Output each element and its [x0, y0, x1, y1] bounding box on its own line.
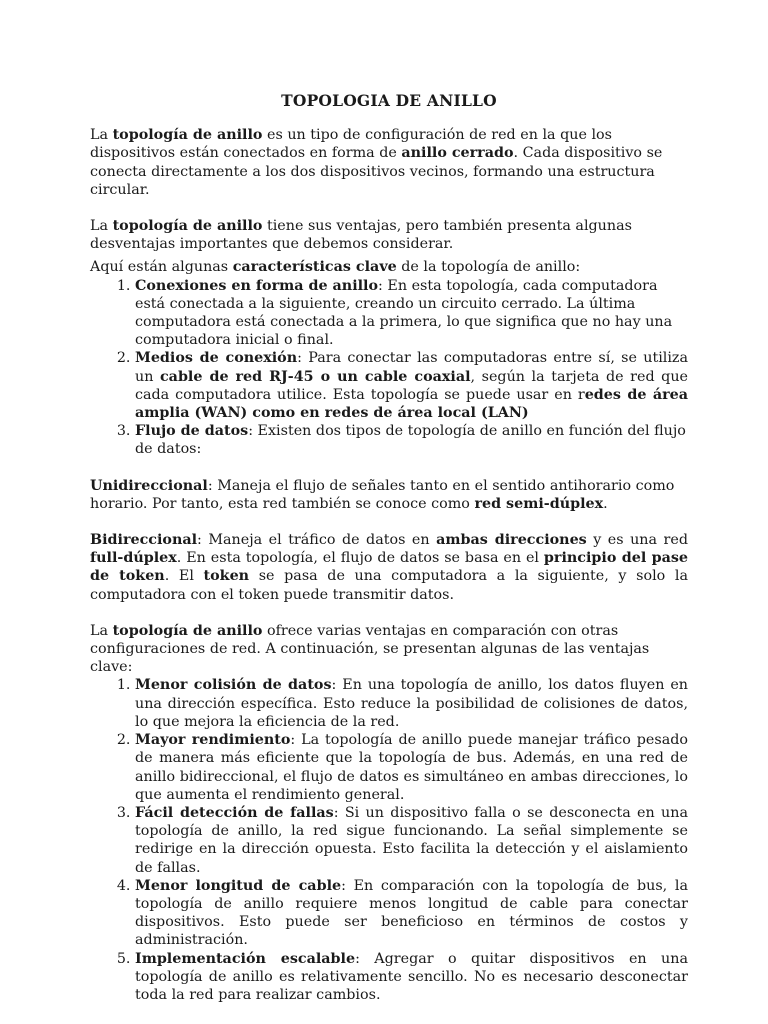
pros-cons-paragraph: La topología de anillo tiene sus ventajas, pero también presenta algunas desventajas importantes que debemos considerar.: [90, 218, 632, 253]
list-item: 2. Mayor rendimiento: La topología de anillo puede manejar tráfico pesado de manera más eficiente que la topología de bus. Además, en una red de anillo bidireccional, el flujo de datos es simultáneo en ambas direcciones, lo que aumenta el rendimiento general.: [135, 731, 688, 804]
list-item: 2. Medios de conexión: Para conectar las computadoras entre sí, se utiliza un cable de red RJ-45 o un cable coaxial, según la tarjeta de red que cada computadora utilice. Esta topología se puede usar en redes de área amplia (WAN) como en redes de área local (LAN): [135, 349, 688, 422]
list-item: 3. Flujo de datos: Existen dos tipos de topología de anillo en función del flujo de datos:: [135, 422, 688, 458]
intro-paragraph: La topología de anillo es un tipo de configuración de red en la que los dispositivos están conectados en forma de anillo cerrado. Cada dispositivo se conecta directamente a los dos dispositivos vecinos, formando una estructura circular.: [90, 127, 663, 198]
advantages-intro: La topología de anillo ofrece varias ventajas en comparación con otras configuraciones de red. A continuación, se presentan algunas de las ventajas clave:: [90, 622, 650, 676]
bidirectional-paragraph: Bidireccional: Maneja el tráfico de datos en ambas direcciones y es una red full-dúplex. En esta topología, el flujo de datos se basa en el principio del pase de token. El token se pasa de una computadora a la siguiente, y solo la computadora con el token puede transmitir datos.: [90, 532, 688, 603]
list-item: 5. Implementación escalable: Agregar o quitar dispositivos en una topología de anillo es relativamente sencillo. No es necesario desconectar toda la red para realizar cambios.: [135, 950, 688, 1005]
unidirectional-paragraph: Unidireccional: Maneja el flujo de señales tanto en el sentido antihorario como horario. Por tanto, esta red también se conoce como red semi-dúplex.: [90, 477, 675, 512]
features-intro: Aquí están algunas características clave de la topología de anillo:: [90, 259, 581, 276]
features-list: [90, 277, 688, 459]
list-item: 4. Menor longitud de cable: En comparación con la topología de bus, la topología de anillo requiere menos longitud de cable para conectar dispositivos. Esto puede ser beneficioso en términos de costos y administración.: [135, 877, 688, 950]
list-item: 1. Conexiones en forma de anillo: En esta topología, cada computadora está conectada a la siguiente, creando un circuito cerrado. La última computadora está conectada a la primera, lo que significa que no hay una computadora inicial o final.: [135, 277, 688, 350]
list-item: 3. Fácil detección de fallas: Si un dispositivo falla o se desconecta en una topología de anillo, la red sigue funcionando. La señal simplemente se redirige en la dirección opuesta. Esto facilita la detección y el aislamiento de fallas.: [135, 804, 688, 877]
page-title: TOPOLOGIA DE ANILLO: [281, 91, 497, 110]
list-item: 1. Menor colisión de datos: En una topología de anillo, los datos fluyen en una dirección específica. Esto reduce la posibilidad de colisiones de datos, lo que mejora la eficiencia de la red.: [135, 676, 688, 731]
advantages-list: [90, 676, 688, 1004]
